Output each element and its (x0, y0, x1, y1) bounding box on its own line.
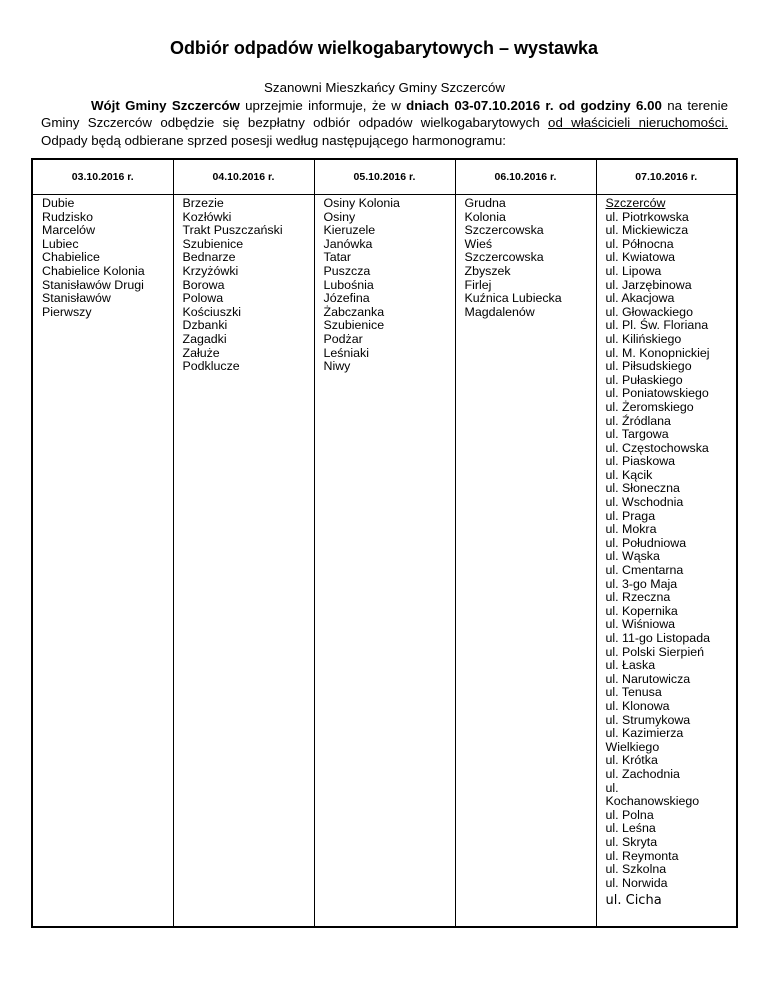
schedule-place: ul. 3-go Maja (605, 576, 678, 591)
schedule-place: ul. Szkolna (605, 862, 667, 877)
schedule-place: ul. Akacjowa (605, 291, 675, 306)
schedule-place: ul. Mokra (605, 522, 657, 537)
schedule-date-header: 06.10.2016 r. (455, 159, 596, 195)
schedule-place: ul. Cicha (605, 893, 662, 909)
schedule-place: ul. Narutowicza (605, 671, 691, 686)
schedule-place: ul. Łaska (605, 658, 656, 673)
schedule-place: Wieś (464, 236, 493, 251)
schedule-place: Szubienice (323, 318, 385, 333)
page-title: Odbiór odpadów wielkogabarytowych – wystawka (169, 38, 599, 58)
schedule-place: Janówka (323, 236, 373, 251)
schedule-place: Brzezie (182, 196, 224, 210)
schedule-place: Borowa (182, 277, 225, 292)
schedule-place: Szubienice (182, 236, 244, 251)
announcement-bold-intro: Wójt Gminy Szczerców (91, 97, 240, 113)
schedule-place: ul. Południowa (605, 535, 687, 550)
schedule-place: ul. Reymonta (605, 848, 679, 863)
schedule-column-07 (596, 195, 737, 928)
schedule-place: ul. Północna (605, 236, 674, 251)
schedule-body-row (32, 195, 737, 928)
schedule-place: ul. Tenusa (605, 685, 662, 700)
schedule-date-header: 07.10.2016 r. (596, 159, 737, 195)
announcement-text-2: na terenie Gminy Szczerców odbędzie się bezpłatny odbiór odpadów wielkogabarytowych (41, 97, 728, 131)
schedule-place: ul. Kochanowskiego (605, 780, 700, 809)
schedule-date-header: 04.10.2016 r. (173, 159, 314, 195)
schedule-place: ul. Kopernika (605, 603, 678, 618)
schedule-place: ul. Pl. Św. Floriana (605, 318, 709, 333)
schedule-place: Niwy (323, 359, 351, 374)
schedule-place: ul. Skryta (605, 834, 658, 849)
schedule-place: Krzyżówki (182, 263, 239, 278)
announcement-underlined: od właścicieli nieruchomości. (548, 115, 728, 131)
schedule-place: Kuźnica Lubiecka (464, 291, 562, 306)
schedule-place: Grudna (464, 196, 506, 210)
schedule-place: ul. Piłsudskiego (605, 359, 692, 374)
schedule-place: Osiny Kolonia (323, 196, 400, 210)
schedule-place: Szczercowska (464, 223, 544, 238)
schedule-place: Trakt Puszczański (182, 223, 283, 238)
schedule-place: ul. Leśna (605, 821, 656, 836)
schedule-place: Firlej (464, 277, 492, 292)
schedule-header-row (32, 159, 737, 195)
schedule-place: Szczercowska (464, 250, 544, 265)
schedule-place: ul. Jarzębinowa (605, 277, 692, 292)
schedule-place: Osiny (323, 209, 356, 224)
schedule-place: Kieruzele (323, 223, 376, 238)
schedule-place: ul. Rzeczna (605, 590, 671, 605)
schedule-place: Chabielice Kolonia (42, 263, 145, 278)
announcement-text-3: Odpady będą odbierane sprzed posesji według następującego harmonogramu: (41, 132, 506, 148)
schedule-place: ul. Polski Sierpień (605, 644, 704, 659)
schedule-date-header: 03.10.2016 r. (32, 159, 173, 195)
schedule-place: Lubośnia (323, 277, 374, 292)
announcement-paragraph (41, 97, 728, 150)
schedule-place: ul. Wąska (605, 549, 660, 564)
schedule-place: Kościuszki (182, 304, 242, 319)
schedule-place: ul. Piaskowa (605, 454, 676, 469)
schedule-place: Stanisławów Pierwszy (42, 291, 111, 319)
schedule-place: ul. M. Konopnickiej (605, 345, 710, 360)
schedule-place: ul. Praga (605, 508, 656, 523)
schedule-place: ul. Kilińskiego (605, 331, 682, 346)
schedule-place: Józefina (323, 291, 370, 306)
schedule-place: ul. 11-go Listopada (605, 631, 710, 645)
schedule-place: Podżar (323, 331, 363, 346)
schedule-place: ul. Cmentarna (605, 563, 684, 578)
schedule-place: Puszcza (323, 263, 371, 278)
schedule-place: ul. Strumykowa (605, 712, 691, 727)
schedule-date-header: 05.10.2016 r. (314, 159, 455, 195)
schedule-place: Zagadki (182, 331, 227, 346)
schedule-column-06 (455, 195, 596, 928)
schedule-place: ul. Targowa (605, 427, 669, 442)
schedule-place: ul. Poniatowskiego (605, 386, 709, 401)
schedule-place: ul. Kazimierza Wielkiego (605, 726, 684, 754)
schedule-place: ul. Polna (605, 807, 654, 822)
schedule-place: ul. Żeromskiego (605, 399, 694, 414)
schedule-place: ul. Lipowa (605, 263, 662, 278)
schedule-column-03 (32, 195, 173, 928)
greeting: Szanowni Mieszkańcy Gminy Szczerców (264, 80, 505, 95)
schedule-column-04 (173, 195, 314, 928)
schedule-place: Tatar (323, 250, 352, 265)
schedule-place: ul. Klonowa (605, 698, 670, 713)
schedule-place: Stanisławów Drugi (42, 277, 144, 292)
schedule-column-05 (314, 195, 455, 928)
schedule-place: ul. Kącik (605, 467, 653, 482)
schedule-place: Kozłówki (182, 209, 232, 224)
schedule-place: Dubie (42, 196, 75, 210)
schedule-place: ul. Kwiatowa (605, 250, 676, 265)
schedule-place: Chabielice (42, 250, 100, 265)
schedule-town-name: Szczerców (605, 196, 666, 210)
schedule-place: Rudzisko (42, 209, 93, 224)
schedule-place: ul. Norwida (605, 875, 668, 890)
schedule-place: ul. Źródlana (605, 413, 671, 428)
schedule-place: Lubiec (42, 236, 79, 251)
schedule-place: Żabczanka (323, 304, 385, 319)
schedule-place: Załuże (182, 345, 220, 360)
schedule-place: ul. Głowackiego (605, 304, 693, 319)
schedule-table (31, 158, 738, 928)
schedule-place: Dzbanki (182, 318, 228, 333)
announcement-dates: dniach 03-07.10.2016 r. od godziny 6.00 (406, 97, 662, 113)
schedule-place: ul. Słoneczna (605, 481, 680, 496)
schedule-place: ul. Mickiewicza (605, 223, 689, 238)
schedule-place: ul. Pułaskiego (605, 372, 683, 387)
schedule-place: ul. Wschodnia (605, 495, 684, 510)
schedule-place: ul. Krótka (605, 753, 658, 768)
schedule-place: Leśniaki (323, 345, 369, 360)
schedule-place: ul. Częstochowska (605, 440, 709, 455)
schedule-place: ul. Zachodnia (605, 766, 680, 781)
announcement (41, 79, 728, 149)
schedule-place: Magdalenów (464, 304, 535, 319)
schedule-place: ul. Wiśniowa (605, 617, 676, 632)
schedule-place: ul. Piotrkowska (605, 209, 689, 224)
schedule-place: Marcelów (42, 223, 96, 238)
schedule-place: Polowa (182, 291, 224, 306)
schedule-place: Kolonia (464, 209, 506, 224)
schedule-place: Zbyszek (464, 263, 511, 278)
announcement-text-1: uprzejmie informuje, że w (239, 97, 407, 113)
schedule-place: Bednarze (182, 250, 236, 265)
schedule-place: Podklucze (182, 359, 240, 374)
